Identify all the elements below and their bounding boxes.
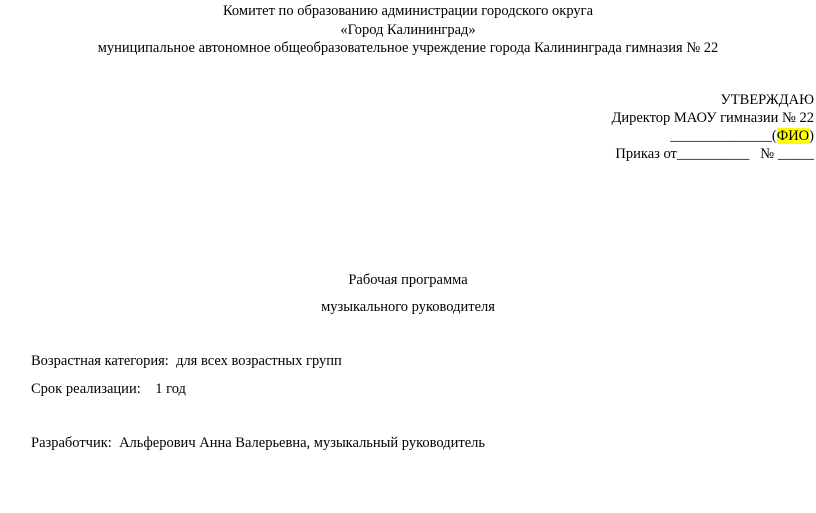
age-label: Возрастная категория:: [31, 353, 169, 369]
approval-title: УТВЕРЖДАЮ: [720, 92, 814, 108]
signature-line: ______________: [670, 128, 772, 144]
order-number-blank: _____: [777, 146, 814, 162]
city-line: «Город Калининград»: [340, 22, 476, 38]
school-name-line: муниципальное автономное общеобразовательное учреждение города Калининграда гимназия № 22: [97, 40, 719, 56]
developer-value: Альферович Анна Валерьевна, музыкальный руководитель: [119, 435, 486, 451]
age-category: [31, 352, 342, 370]
name-placeholder: ФИО: [776, 128, 810, 144]
term-label: Срок реализации:: [31, 381, 141, 397]
name-open-paren: (: [771, 128, 777, 144]
approval-order: [615, 145, 814, 163]
order-number-label: №: [760, 146, 775, 162]
term-value: 1 год: [155, 381, 186, 397]
order-label: Приказ от: [615, 146, 677, 162]
approval-position: Директор МАОУ гимназии № 22: [611, 110, 814, 126]
committee-line: Комитет по образованию администрации городского округа: [222, 3, 594, 19]
program-title: Рабочая программа: [348, 272, 468, 288]
term: [31, 380, 186, 398]
order-date-blank: __________: [676, 146, 750, 162]
program-subtitle: музыкального руководителя: [321, 299, 495, 315]
age-value: для всех возрастных групп: [176, 353, 342, 369]
developer: [31, 434, 485, 452]
developer-label: Разработчик:: [31, 435, 112, 451]
approval-signature: [670, 127, 814, 145]
name-close-paren: ): [809, 128, 814, 144]
